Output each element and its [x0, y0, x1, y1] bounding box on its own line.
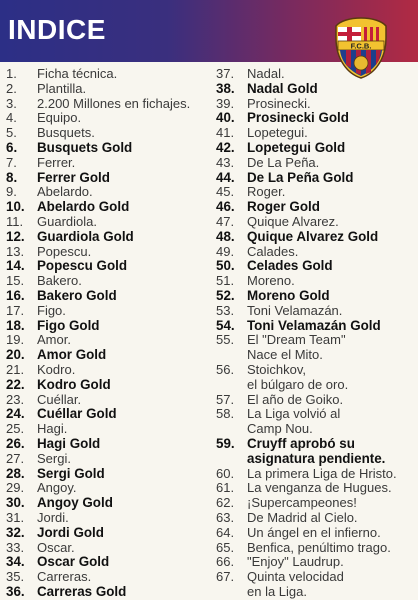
index-entry: [6, 67, 216, 82]
index-entry: [216, 348, 414, 363]
entry-title: Guardiola Gold: [37, 228, 134, 244]
entry-title: La venganza de Hugues.: [247, 480, 392, 496]
index-entry: [6, 230, 216, 245]
index-entry: [216, 215, 414, 230]
entry-number: 8.: [6, 169, 18, 185]
entry-title: Roger Gold: [247, 199, 320, 215]
entry-number: 16.: [6, 287, 25, 303]
index-entry: [216, 82, 414, 97]
entry-number: 36.: [6, 583, 25, 599]
index-entry: [6, 319, 216, 334]
entry-number: 42.: [216, 139, 235, 155]
entry-title: asignatura pendiente.: [247, 450, 386, 466]
entry-number: 51.: [216, 273, 235, 289]
entry-number: 63.: [216, 509, 235, 525]
entry-title: Oscar Gold: [37, 554, 110, 570]
index-entry: [6, 541, 216, 556]
entry-number: 56.: [216, 361, 235, 377]
entry-number: 47.: [216, 213, 235, 229]
entry-number: 34.: [6, 554, 25, 570]
entry-number: 61.: [216, 480, 235, 496]
entry-number: 22.: [6, 376, 25, 392]
entry-title: Hagi Gold: [37, 435, 101, 451]
entry-number: 27.: [6, 450, 25, 466]
index-entry: [6, 289, 216, 304]
index-entry: [216, 111, 414, 126]
index-entry: [216, 363, 414, 378]
index-entry: [216, 393, 414, 408]
entry-number: 1.: [6, 66, 17, 81]
index-entry: [6, 496, 216, 511]
entry-number: 41.: [216, 125, 235, 141]
entry-number: 43.: [216, 154, 235, 170]
entry-title: Toni Velamazán Gold: [247, 317, 381, 333]
entry-title: El "Dream Team": [247, 332, 346, 348]
index-entry: [6, 481, 216, 496]
index-entry: [6, 452, 216, 467]
entry-title: ¡Supercampeones!: [247, 495, 357, 511]
entry-number: 50.: [216, 258, 235, 274]
index-entry: [6, 348, 216, 363]
index-entry: [6, 82, 216, 97]
index-entry: [6, 156, 216, 171]
entry-title: Jordi.: [37, 509, 69, 525]
index-entry: [6, 422, 216, 437]
index-entry: [6, 215, 216, 230]
entry-number: 32.: [6, 524, 25, 540]
index-entry: [216, 570, 414, 585]
index-entry: [216, 319, 414, 334]
index-entry: [6, 259, 216, 274]
index-entry: [6, 585, 216, 600]
entry-title: Guardiola.: [37, 213, 97, 229]
entry-number: 29.: [6, 480, 25, 496]
entry-title: Carreras Gold: [37, 583, 127, 599]
index-entry: [6, 526, 216, 541]
entry-title: "Enjoy" Laudrup.: [247, 554, 344, 570]
entry-title: Hagi.: [37, 421, 68, 437]
entry-title: Abelardo Gold: [37, 199, 130, 215]
entry-number: 40.: [216, 110, 235, 126]
index-entry: [216, 378, 414, 393]
entry-number: 48.: [216, 228, 235, 244]
entry-number: 6.: [6, 139, 18, 155]
entry-title: Moreno Gold: [247, 287, 330, 303]
entry-title: Figo.: [37, 302, 66, 318]
entry-number: 12.: [6, 228, 25, 244]
entry-title: Quinta velocidad: [247, 569, 344, 585]
entry-title: Un ángel en el infierno.: [247, 524, 381, 540]
entry-title: Popescu Gold: [37, 258, 128, 274]
index-entry: [216, 422, 414, 437]
entry-number: 33.: [6, 539, 25, 555]
entry-number: 20.: [6, 347, 25, 363]
entry-title: Camp Nou.: [247, 421, 313, 437]
entry-number: 25.: [6, 421, 25, 437]
index-column-left: [6, 67, 216, 600]
index-entry: [216, 333, 414, 348]
entry-title: Benfica, penúltimo trago.: [247, 539, 391, 555]
entry-title: La Liga volvió al: [247, 406, 341, 422]
entry-title: Abelardo.: [37, 184, 93, 200]
entry-title: Calades.: [247, 243, 299, 259]
index-entry: [216, 200, 414, 215]
index-entry: [216, 407, 414, 422]
entry-number: 54.: [216, 317, 235, 333]
entry-title: Angoy Gold: [37, 495, 113, 511]
entry-title: Stoichkov,: [247, 361, 307, 377]
index-entry: [216, 185, 414, 200]
entry-number: 19.: [6, 332, 25, 348]
entry-number: 52.: [216, 287, 235, 303]
entry-title: Angoy.: [37, 480, 77, 496]
entry-number: 37.: [216, 66, 235, 81]
entry-title: Amor Gold: [37, 347, 107, 363]
entry-number: [216, 452, 247, 467]
entry-title: Kodro Gold: [37, 376, 111, 392]
entry-number: 38.: [216, 80, 235, 96]
entry-number: 44.: [216, 169, 235, 185]
index-entry: [6, 363, 216, 378]
entry-number: 15.: [6, 273, 25, 289]
index-entry: [216, 274, 414, 289]
index-entry: [6, 200, 216, 215]
entry-number: 26.: [6, 435, 25, 451]
entry-number: 30.: [6, 495, 25, 511]
entry-number: 58.: [216, 406, 235, 422]
entry-number: 35.: [6, 569, 25, 585]
entry-title: De La Peña.: [247, 154, 320, 170]
index-entry: [216, 156, 414, 171]
entry-title: Cuéllar.: [37, 391, 82, 407]
entry-number: 28.: [6, 465, 25, 481]
index-entry: [6, 467, 216, 482]
entry-title: Celades Gold: [247, 258, 333, 274]
index-entry: [216, 437, 414, 452]
entry-number: 17.: [6, 302, 25, 318]
entry-title: 2.200 Millones en fichajes.: [37, 95, 191, 111]
entry-title: Popescu.: [37, 243, 92, 259]
entry-title: en la Liga.: [247, 583, 307, 599]
entry-title: Quique Alvarez Gold: [247, 228, 379, 244]
entry-number: 5.: [6, 125, 17, 141]
entry-number: 53.: [216, 302, 235, 318]
entry-title: Quique Alvarez.: [247, 213, 339, 229]
index-entry: [6, 393, 216, 408]
entry-title: Oscar.: [37, 539, 75, 555]
entry-title: Toni Velamazán.: [247, 302, 343, 318]
entry-number: 7.: [6, 154, 17, 170]
index-entry: [216, 511, 414, 526]
entry-number: 62.: [216, 495, 235, 511]
entry-title: La primera Liga de Hristo.: [247, 465, 397, 481]
index-entry: [6, 171, 216, 186]
entry-title: Kodro.: [37, 361, 76, 377]
entry-number: 10.: [6, 199, 25, 215]
crest-text: F.C.B.: [350, 41, 372, 51]
entry-number: 18.: [6, 317, 25, 333]
entry-number: 31.: [6, 509, 25, 525]
entry-title: Prosinecki Gold: [247, 110, 349, 126]
entry-title: Ficha técnica.: [37, 66, 118, 81]
entry-number: 2.: [6, 80, 17, 96]
entry-title: Carreras.: [37, 569, 92, 585]
entry-number: 59.: [216, 435, 235, 451]
entry-title: Cruyff aprobó su: [247, 435, 355, 451]
index-entry: [216, 541, 414, 556]
entry-number: 14.: [6, 258, 25, 274]
index-entry: [216, 97, 414, 112]
entry-number: 3.: [6, 95, 17, 111]
entry-title: Bakero Gold: [37, 287, 117, 303]
entry-title: Busquets Gold: [37, 139, 133, 155]
index-entry: [6, 245, 216, 260]
entry-number: 23.: [6, 391, 25, 407]
index-entry: [216, 245, 414, 260]
entry-title: El año de Goiko.: [247, 391, 344, 407]
entry-title: Amor.: [37, 332, 71, 348]
index-entry: [216, 467, 414, 482]
entry-number: [216, 348, 247, 363]
entry-title: Figo Gold: [37, 317, 100, 333]
entry-number: [216, 585, 247, 600]
entry-number: 65.: [216, 539, 235, 555]
entry-number: [216, 422, 247, 437]
entry-title: Ferrer.: [37, 154, 76, 170]
index-entry: [6, 570, 216, 585]
entry-number: 57.: [216, 391, 235, 407]
entry-number: 55.: [216, 332, 235, 348]
index-entry: [216, 526, 414, 541]
entry-number: 60.: [216, 465, 235, 481]
entry-title: Prosinecki.: [247, 95, 311, 111]
entry-title: Lopetegui.: [247, 125, 308, 141]
entry-title: De La Peña Gold: [247, 169, 354, 185]
index-entry: [216, 230, 414, 245]
index-entry: [6, 185, 216, 200]
entry-number: 13.: [6, 243, 25, 259]
index-entry: [6, 437, 216, 452]
index-entry: [216, 555, 414, 570]
index-entry: [216, 171, 414, 186]
index-entry: [6, 407, 216, 422]
index-entry: [216, 259, 414, 274]
entry-title: Sergi Gold: [37, 465, 105, 481]
entry-title: Bakero.: [37, 273, 82, 289]
index-entry: [6, 378, 216, 393]
index-entry: [6, 555, 216, 570]
entry-number: 4.: [6, 110, 17, 126]
index-entry: [6, 111, 216, 126]
entry-title: Sergi.: [37, 450, 71, 466]
index-entry: [6, 304, 216, 319]
entry-title: Cuéllar Gold: [37, 406, 117, 422]
entry-title: Nadal Gold: [247, 80, 318, 96]
entry-title: Busquets.: [37, 125, 95, 141]
entry-title: el búlgaro de oro.: [247, 376, 349, 392]
index-entry: [216, 496, 414, 511]
index-entry: [6, 333, 216, 348]
index-entry: [216, 481, 414, 496]
page-title: INDICE: [8, 14, 106, 45]
index-entry: [216, 126, 414, 141]
index-entry: [6, 126, 216, 141]
entry-number: 49.: [216, 243, 235, 259]
entry-title: Moreno.: [247, 273, 295, 289]
entry-number: 46.: [216, 199, 235, 215]
index-entry: [6, 141, 216, 156]
index-entry: [216, 304, 414, 319]
entry-title: Plantilla.: [37, 80, 87, 96]
index-entry: [216, 585, 414, 600]
index-entry: [6, 97, 216, 112]
index-entry: [6, 511, 216, 526]
entry-number: [216, 378, 247, 393]
entry-number: 21.: [6, 361, 25, 377]
index-entry: [6, 274, 216, 289]
index-entry: [216, 452, 414, 467]
entry-title: Equipo.: [37, 110, 82, 126]
entry-number: 39.: [216, 95, 235, 111]
index-entry: [216, 141, 414, 156]
entry-title: De Madrid al Cielo.: [247, 509, 358, 525]
entry-title: Jordi Gold: [37, 524, 104, 540]
header-banner: [0, 0, 418, 62]
entry-number: 64.: [216, 524, 235, 540]
entry-number: 24.: [6, 406, 25, 422]
entry-title: Roger.: [247, 184, 286, 200]
entry-number: 11.: [6, 213, 24, 229]
index-entry: [216, 289, 414, 304]
entry-number: 9.: [6, 184, 17, 200]
index-entry: [216, 67, 414, 82]
entry-number: 67.: [216, 569, 235, 585]
entry-title: Ferrer Gold: [37, 169, 110, 185]
entry-number: 45.: [216, 184, 235, 200]
entry-title: Lopetegui Gold: [247, 139, 346, 155]
entry-title: Nadal.: [247, 66, 285, 81]
index-column-right: [216, 67, 414, 600]
entry-title: Nace el Mito.: [247, 347, 323, 363]
entry-number: 66.: [216, 554, 235, 570]
